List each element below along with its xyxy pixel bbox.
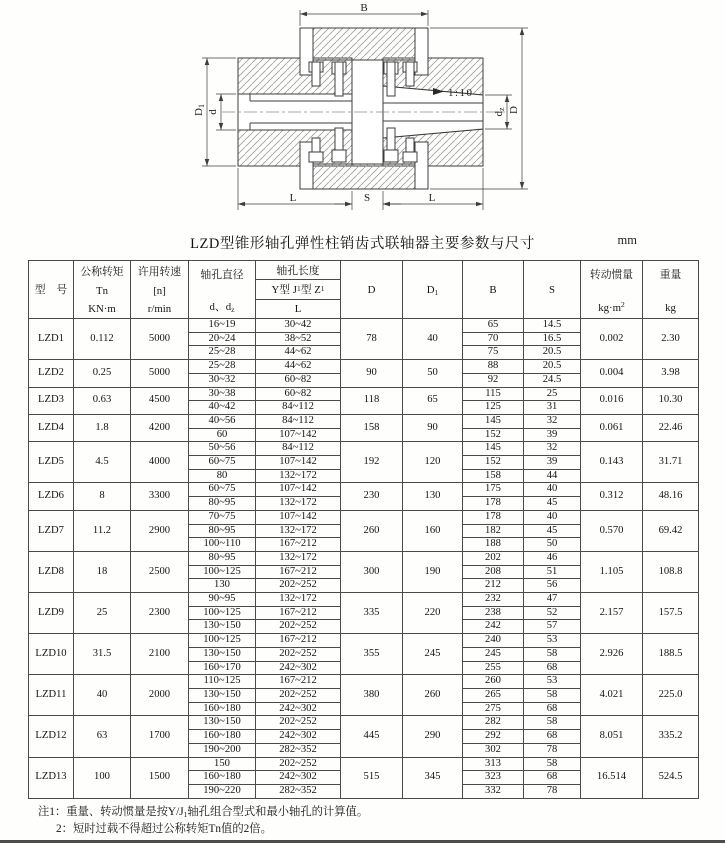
model-cell: LZD1 — [29, 319, 74, 360]
bore-diameter-cell: 160~180 — [189, 771, 256, 785]
bore-diameter-cell: 25~28 — [189, 346, 256, 360]
dim-S-cell: 68 — [524, 730, 581, 744]
weight-cell: 22.46 — [643, 414, 699, 441]
dim-D1-cell: 260 — [403, 675, 463, 716]
weight-cell: 225.0 — [643, 675, 699, 716]
bore-diameter-cell: 190~220 — [189, 784, 256, 798]
table-row — [29, 387, 699, 401]
torque-cell: 18 — [74, 551, 131, 592]
dim-S-cell: 68 — [524, 771, 581, 785]
model-cell: LZD4 — [29, 414, 74, 441]
dim-D1-label: D1 — [193, 104, 206, 116]
dim-S-cell: 32 — [524, 414, 581, 428]
model-cell: LZD7 — [29, 510, 74, 551]
bore-length-cell: 84~112 — [256, 401, 341, 415]
bore-length-cell: 132~172 — [256, 497, 341, 511]
taper-ratio-label: 1:10 — [448, 87, 474, 99]
dim-S-cell: 31 — [524, 401, 581, 415]
dim-D-cell: 230 — [341, 483, 403, 510]
torque-cell: 4.5 — [74, 442, 131, 483]
notes — [38, 804, 725, 839]
torque-cell: 0.25 — [74, 360, 131, 387]
bore-length-cell: 202~252 — [256, 647, 341, 661]
dim-D1-cell: 160 — [403, 510, 463, 551]
bore-length-cell: 84~112 — [256, 442, 341, 456]
torque-cell: 31.5 — [74, 634, 131, 675]
dim-B-cell: 245 — [463, 647, 524, 661]
dim-S-cell: 39 — [524, 428, 581, 442]
dim-S-label: S — [363, 192, 371, 204]
bore-length-cell: 202~252 — [256, 579, 341, 593]
dim-S-cell: 78 — [524, 784, 581, 798]
table-row — [29, 716, 699, 730]
dim-B-cell: 332 — [463, 784, 524, 798]
table-row — [29, 634, 699, 648]
dim-D-cell: 78 — [341, 319, 403, 360]
bore-length-cell: 84~112 — [256, 414, 341, 428]
dim-B-cell: 292 — [463, 730, 524, 744]
dim-L-left-label: L — [289, 192, 297, 204]
bore-length-cell: 242~302 — [256, 661, 341, 675]
dim-D-cell: 260 — [341, 510, 403, 551]
dim-S-cell: 25 — [524, 387, 581, 401]
dim-B-cell: 178 — [463, 497, 524, 511]
bore-length-cell: 167~212 — [256, 538, 341, 552]
bore-diameter-cell: 150 — [189, 757, 256, 771]
table-row — [29, 757, 699, 771]
inertia-cell: 0.061 — [581, 414, 643, 441]
weight-cell: 524.5 — [643, 757, 699, 798]
torque-cell: 11.2 — [74, 510, 131, 551]
bore-diameter-cell: 60 — [189, 428, 256, 442]
spec-table — [28, 260, 699, 799]
bore-length-cell: 242~302 — [256, 702, 341, 716]
dim-B-label: B — [360, 2, 368, 14]
bore-length-cell: 132~172 — [256, 593, 341, 607]
bore-length-cell: 44~62 — [256, 346, 341, 360]
model-cell: LZD12 — [29, 716, 74, 757]
dim-S-cell: 53 — [524, 675, 581, 689]
dim-B-cell: 88 — [463, 360, 524, 374]
dim-S-cell: 68 — [524, 702, 581, 716]
dim-D1-cell: 90 — [403, 414, 463, 441]
inertia-cell: 0.570 — [581, 510, 643, 551]
bore-diameter-cell: 16~19 — [189, 319, 256, 333]
dim-S-cell: 20.5 — [524, 346, 581, 360]
model-cell: LZD10 — [29, 634, 74, 675]
bore-diameter-cell: 25~28 — [189, 360, 256, 374]
bore-length-cell: 202~252 — [256, 757, 341, 771]
bore-length-cell: 167~212 — [256, 675, 341, 689]
model-cell: LZD5 — [29, 442, 74, 483]
bore-diameter-cell: 190~200 — [189, 743, 256, 757]
table-row — [29, 319, 699, 333]
weight-cell: 48.16 — [643, 483, 699, 510]
weight-cell: 31.71 — [643, 442, 699, 483]
bore-length-cell: 132~172 — [256, 524, 341, 538]
dim-S-cell: 40 — [524, 510, 581, 524]
dim-B-cell: 208 — [463, 565, 524, 579]
dim-S-cell: 53 — [524, 634, 581, 648]
bore-diameter-cell: 130~150 — [189, 647, 256, 661]
speed-cell: 1700 — [131, 716, 189, 757]
dim-S-cell: 45 — [524, 524, 581, 538]
dim-D1-cell: 345 — [403, 757, 463, 798]
dim-D-cell: 118 — [341, 387, 403, 414]
dim-D1-cell: 220 — [403, 593, 463, 634]
coupling-drawing — [0, 0, 725, 226]
scan-edge-line — [0, 840, 725, 843]
bore-diameter-cell: 90~95 — [189, 593, 256, 607]
speed-cell: 5000 — [131, 319, 189, 360]
bore-diameter-cell: 130~150 — [189, 688, 256, 702]
bore-diameter-cell: 100~125 — [189, 606, 256, 620]
bore-diameter-cell: 70~75 — [189, 510, 256, 524]
dim-B-cell: 152 — [463, 456, 524, 470]
dim-B-cell: 212 — [463, 579, 524, 593]
dim-B-cell: 323 — [463, 771, 524, 785]
table-row — [29, 593, 699, 607]
dim-B-cell: 238 — [463, 606, 524, 620]
dim-S-cell: 14.5 — [524, 319, 581, 333]
dim-B-cell: 202 — [463, 551, 524, 565]
dim-S-cell: 56 — [524, 579, 581, 593]
inertia-cell: 0.002 — [581, 319, 643, 360]
speed-cell: 5000 — [131, 360, 189, 387]
dim-B-cell: 240 — [463, 634, 524, 648]
dim-S-cell: 51 — [524, 565, 581, 579]
dim-B-cell: 158 — [463, 469, 524, 483]
speed-cell: 3300 — [131, 483, 189, 510]
dim-B-cell: 182 — [463, 524, 524, 538]
dim-D1-cell: 40 — [403, 319, 463, 360]
dim-B-cell: 260 — [463, 675, 524, 689]
torque-cell: 63 — [74, 716, 131, 757]
dim-D-label: D — [508, 106, 520, 114]
dim-S-cell: 58 — [524, 647, 581, 661]
bore-diameter-cell: 160~180 — [189, 702, 256, 716]
dim-B-cell: 302 — [463, 743, 524, 757]
dim-D-cell: 355 — [341, 634, 403, 675]
dim-B-cell: 265 — [463, 688, 524, 702]
dim-D-cell: 335 — [341, 593, 403, 634]
bore-diameter-cell: 80~95 — [189, 551, 256, 565]
dim-D-cell: 445 — [341, 716, 403, 757]
bore-diameter-cell: 110~125 — [189, 675, 256, 689]
bore-length-cell: 107~142 — [256, 456, 341, 470]
dim-L-right-label: L — [428, 192, 436, 204]
dim-D-cell: 192 — [341, 442, 403, 483]
model-cell: LZD2 — [29, 360, 74, 387]
table-row — [29, 510, 699, 524]
bore-length-cell: 30~42 — [256, 319, 341, 333]
model-cell: LZD11 — [29, 675, 74, 716]
torque-cell: 100 — [74, 757, 131, 798]
dim-B-cell: 178 — [463, 510, 524, 524]
bore-diameter-cell: 40~42 — [189, 401, 256, 415]
bore-length-cell: 107~142 — [256, 483, 341, 497]
header-D1: $D_1$ — [403, 261, 463, 319]
bore-length-cell: 132~172 — [256, 469, 341, 483]
bore-diameter-cell: 100~125 — [189, 565, 256, 579]
title-row — [0, 232, 725, 257]
dim-B-cell: 188 — [463, 538, 524, 552]
dim-B-cell: 175 — [463, 483, 524, 497]
table-row — [29, 360, 699, 374]
header-B: B — [463, 261, 524, 319]
model-cell: LZD13 — [29, 757, 74, 798]
bore-length-cell: 242~302 — [256, 730, 341, 744]
dim-S-cell: 58 — [524, 757, 581, 771]
dim-D1-cell: 50 — [403, 360, 463, 387]
torque-cell: 40 — [74, 675, 131, 716]
table-row — [29, 414, 699, 428]
dim-S-cell: 58 — [524, 688, 581, 702]
model-cell: LZD9 — [29, 593, 74, 634]
inertia-cell: 0.312 — [581, 483, 643, 510]
dim-B-cell: 145 — [463, 442, 524, 456]
dim-S-cell: 47 — [524, 593, 581, 607]
header-bore-length: 轴孔长度 Y型 J 1 型 Z 1 L — [256, 261, 341, 319]
dim-B-cell: 282 — [463, 716, 524, 730]
dim-S-cell: 50 — [524, 538, 581, 552]
dim-B-cell: 313 — [463, 757, 524, 771]
dim-dz-label: dz — [493, 107, 506, 117]
dim-B-cell: 75 — [463, 346, 524, 360]
bore-diameter-cell: 100~110 — [189, 538, 256, 552]
inertia-cell: 16.514 — [581, 757, 643, 798]
bore-length-cell: 60~82 — [256, 373, 341, 387]
header-D: D — [341, 261, 403, 319]
dim-B-cell: 242 — [463, 620, 524, 634]
weight-cell: 335.2 — [643, 716, 699, 757]
bore-length-cell: 242~302 — [256, 771, 341, 785]
model-cell: LZD6 — [29, 483, 74, 510]
dim-S-cell: 32 — [524, 442, 581, 456]
bore-length-cell: 202~252 — [256, 620, 341, 634]
bore-length-cell: 107~142 — [256, 428, 341, 442]
dim-B-cell: 92 — [463, 373, 524, 387]
header-inertia: 转动惯量 $kg\cdot m^2$ — [581, 261, 643, 319]
dim-S-cell: 39 — [524, 456, 581, 470]
bore-diameter-cell: 130~150 — [189, 716, 256, 730]
bore-diameter-cell: 160~180 — [189, 730, 256, 744]
torque-cell: 25 — [74, 593, 131, 634]
bore-length-cell: 107~142 — [256, 510, 341, 524]
bore-diameter-cell: 60~75 — [189, 456, 256, 470]
header-speed: 许用转速 [n] r/min — [131, 261, 189, 319]
speed-cell: 1500 — [131, 757, 189, 798]
coupling-section-shapes — [238, 28, 483, 189]
bore-length-cell: 132~172 — [256, 551, 341, 565]
dim-S-cell: 46 — [524, 551, 581, 565]
dim-B-cell: 115 — [463, 387, 524, 401]
bore-diameter-cell: 130 — [189, 579, 256, 593]
bore-length-cell: 167~212 — [256, 565, 341, 579]
speed-cell: 2100 — [131, 634, 189, 675]
dim-S-cell: 57 — [524, 620, 581, 634]
header-weight: 重量 kg — [643, 261, 699, 319]
model-cell: LZD8 — [29, 551, 74, 592]
torque-cell: 0.63 — [74, 387, 131, 414]
table-row — [29, 675, 699, 689]
inertia-cell: 2.157 — [581, 593, 643, 634]
dim-D1-cell: 190 — [403, 551, 463, 592]
dim-B-cell: 125 — [463, 401, 524, 415]
bore-length-cell: 38~52 — [256, 332, 341, 346]
bore-diameter-cell: 80~95 — [189, 524, 256, 538]
dim-D1-cell: 120 — [403, 442, 463, 483]
speed-cell: 4500 — [131, 387, 189, 414]
bore-diameter-cell: 30~32 — [189, 373, 256, 387]
table-row — [29, 551, 699, 565]
dim-D-cell: 300 — [341, 551, 403, 592]
speed-cell: 2900 — [131, 510, 189, 551]
dim-S-cell: 45 — [524, 497, 581, 511]
dim-S-cell: 16.5 — [524, 332, 581, 346]
dim-S-cell: 24.5 — [524, 373, 581, 387]
bore-diameter-cell: 60~75 — [189, 483, 256, 497]
dim-S-cell: 40 — [524, 483, 581, 497]
speed-cell: 2000 — [131, 675, 189, 716]
weight-cell: 2.30 — [643, 319, 699, 360]
dim-B-cell: 255 — [463, 661, 524, 675]
page-title: LZD型锥形轴孔弹性柱销齿式联轴器主要参数与尺寸 — [190, 236, 535, 252]
dim-D-cell: 380 — [341, 675, 403, 716]
torque-cell: 8 — [74, 483, 131, 510]
inertia-cell: 4.021 — [581, 675, 643, 716]
dim-D-cell: 158 — [341, 414, 403, 441]
model-cell: LZD3 — [29, 387, 74, 414]
bore-length-cell: 167~212 — [256, 606, 341, 620]
bore-diameter-cell: 80~95 — [189, 497, 256, 511]
dim-d-label: d — [207, 109, 219, 115]
dim-S-cell: 44 — [524, 469, 581, 483]
bore-length-cell: 202~252 — [256, 688, 341, 702]
note-2: 2：短时过载不得超过公称转矩Tn值的2倍。 — [56, 823, 272, 836]
inertia-cell: 0.004 — [581, 360, 643, 387]
torque-cell: 1.8 — [74, 414, 131, 441]
dim-D1-cell: 290 — [403, 716, 463, 757]
inertia-cell: 2.926 — [581, 634, 643, 675]
header-S: S — [524, 261, 581, 319]
inertia-cell: 1.105 — [581, 551, 643, 592]
torque-cell: 0.112 — [74, 319, 131, 360]
dim-B-cell: 152 — [463, 428, 524, 442]
header-bore-diameter: 轴孔直径 d、$d_z$ — [189, 261, 256, 319]
table-body — [29, 319, 699, 799]
dim-B-cell: 145 — [463, 414, 524, 428]
bore-diameter-cell: 50~56 — [189, 442, 256, 456]
dim-D1-cell: 245 — [403, 634, 463, 675]
bore-length-cell: 202~252 — [256, 716, 341, 730]
inertia-cell: 0.143 — [581, 442, 643, 483]
bore-length-cell: 282~352 — [256, 784, 341, 798]
bore-length-cell: 44~62 — [256, 360, 341, 374]
unit-label: mm — [617, 233, 637, 247]
dim-S-cell: 52 — [524, 606, 581, 620]
bore-length-cell: 60~82 — [256, 387, 341, 401]
bore-length-cell: 167~212 — [256, 634, 341, 648]
bore-diameter-cell: 100~125 — [189, 634, 256, 648]
speed-cell: 2300 — [131, 593, 189, 634]
table-row — [29, 442, 699, 456]
dim-B-cell: 275 — [463, 702, 524, 716]
dim-D1-cell: 130 — [403, 483, 463, 510]
bore-diameter-cell: 40~56 — [189, 414, 256, 428]
dim-S-cell: 58 — [524, 716, 581, 730]
bore-diameter-cell: 30~38 — [189, 387, 256, 401]
speed-cell: 4000 — [131, 442, 189, 483]
speed-cell: 4200 — [131, 414, 189, 441]
bore-diameter-cell: 130~150 — [189, 620, 256, 634]
inertia-cell: 0.016 — [581, 387, 643, 414]
dim-D-cell: 515 — [341, 757, 403, 798]
weight-cell: 108.8 — [643, 551, 699, 592]
bore-diameter-cell: 20~24 — [189, 332, 256, 346]
bore-length-cell: 282~352 — [256, 743, 341, 757]
bore-diameter-cell: 160~170 — [189, 661, 256, 675]
header-torque: 公称转矩 Tn KN·m — [74, 261, 131, 319]
speed-cell: 2500 — [131, 551, 189, 592]
dim-B-cell: 232 — [463, 593, 524, 607]
table-row — [29, 483, 699, 497]
weight-cell: 188.5 — [643, 634, 699, 675]
inertia-cell: 8.051 — [581, 716, 643, 757]
dim-S-cell: 20.5 — [524, 360, 581, 374]
weight-cell: 3.98 — [643, 360, 699, 387]
weight-cell: 69.42 — [643, 510, 699, 551]
header-row — [29, 261, 699, 319]
weight-cell: 157.5 — [643, 593, 699, 634]
dim-D1-cell: 65 — [403, 387, 463, 414]
weight-cell: 10.30 — [643, 387, 699, 414]
dim-D-cell: 90 — [341, 360, 403, 387]
header-model: 型 号 — [29, 261, 74, 319]
bore-diameter-cell: 80 — [189, 469, 256, 483]
dim-B-cell: 65 — [463, 319, 524, 333]
dim-S-cell: 78 — [524, 743, 581, 757]
dim-S-cell: 68 — [524, 661, 581, 675]
dim-B-cell: 70 — [463, 332, 524, 346]
note-1: 注1：重量、转动惯量是按$Y/J_1$轴孔组合型式和最小轴孔的计算值。 — [38, 805, 369, 819]
